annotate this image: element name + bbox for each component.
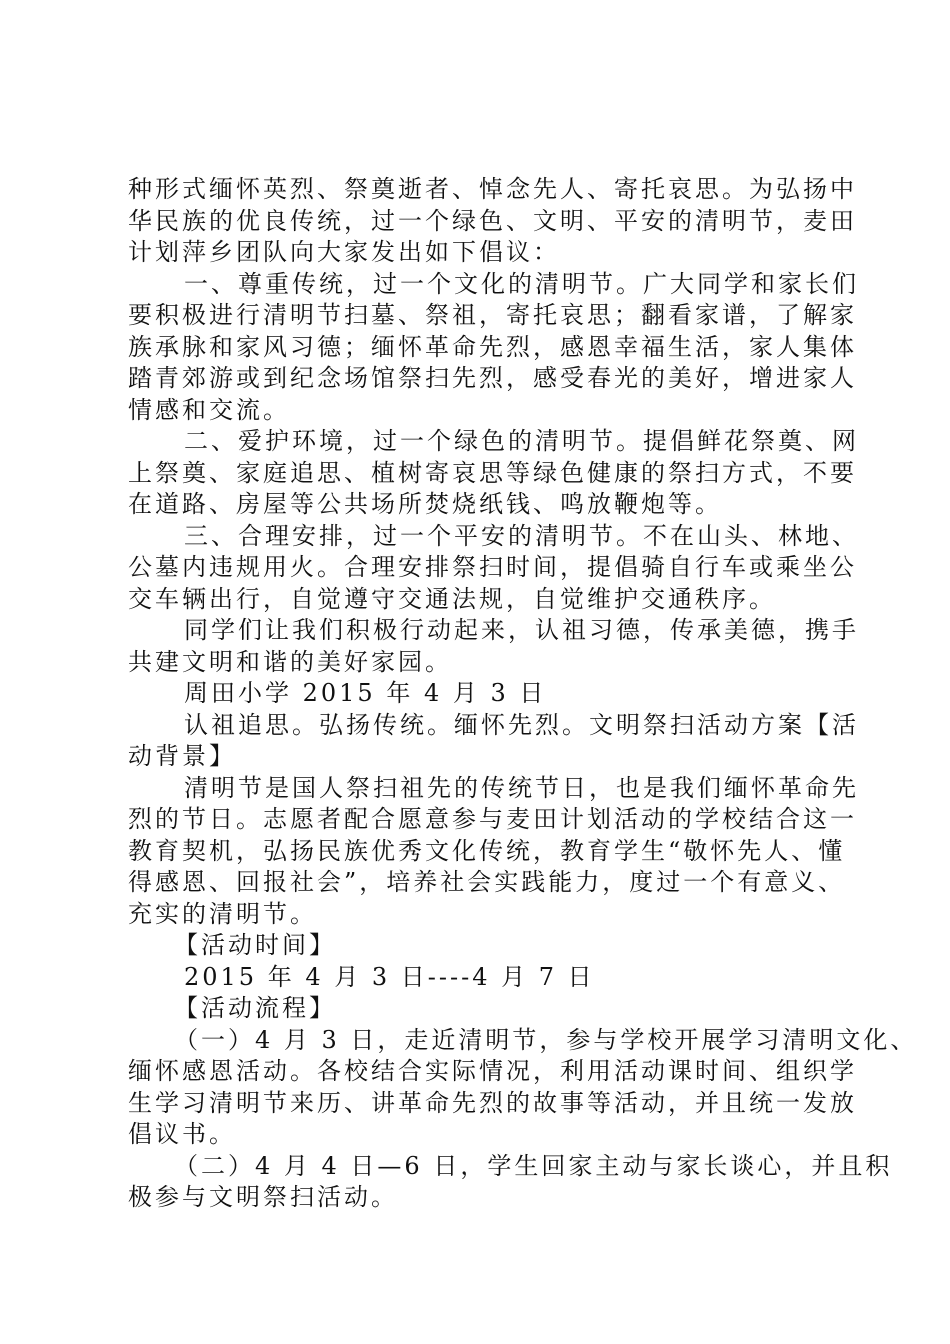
text-line: 生学习清明节来历、讲革命先烈的故事等活动，并且统一发放 [128,1088,857,1117]
text-line: 情感和交流。 [128,395,290,424]
text-line: 周田小学 2015 年 4 月 3 日 [184,679,547,707]
text-line: 得感恩、回报社会”，培养社会实践能力，度过一个有意义、 [128,868,846,896]
text-line: 极参与文明祭扫活动。 [128,1183,398,1211]
text-line: 认祖追思。弘扬传统。缅怀先烈。文明祭扫活动方案【活 [184,710,859,739]
text-line: 2015 年 4 月 3 日----4 月 7 日 [184,962,595,991]
text-line: 一、尊重传统，过一个文化的清明节。广大同学和家长们 [184,269,859,298]
text-line: 种形式缅怀英烈、祭奠逝者、悼念先人、寄托哀思。为弘扬中 [128,175,857,203]
text-line: 华民族的优良传统，过一个绿色、文明、平安的清明节，麦田 [128,206,857,235]
text-line: 踏青郊游或到纪念场馆祭扫先烈，感受春光的美好，增进家人 [128,364,857,392]
text-line: 教育契机，弘扬民族优秀文化传统，教育学生“敬怀先人、懂 [128,836,846,865]
text-line: 充实的清明节。 [128,899,317,928]
text-line: 烈的节日。志愿者配合愿意参与麦田计划活动的学校结合这一 [128,805,857,833]
text-line: 计划萍乡团队向大家发出如下倡议： [128,238,560,266]
text-line: 清明节是国人祭扫祖先的传统节日，也是我们缅怀革命先 [184,773,859,802]
text-line: 二、爱护环境，过一个绿色的清明节。提倡鲜花祭奠、网 [184,427,859,455]
text-line: 要积极进行清明节扫墓、祭祖，寄托哀思；翻看家谱，了解家 [128,301,857,329]
text-line: 共建文明和谐的美好家园。 [128,647,452,676]
text-line: （一）4 月 3 日，走近清明节，参与学校开展学习清明文化、 [174,1025,918,1054]
text-line: 倡议书。 [128,1120,236,1148]
text-line: 【活动流程】 [174,994,336,1022]
text-line: （二）4 月 4 日—6 日，学生回家主动与家长谈心，并且积 [174,1151,893,1180]
text-line: 缅怀感恩活动。各校结合实际情况，利用活动课时间、组织学 [128,1057,857,1085]
text-line: 同学们让我们积极行动起来，认祖习德，传承美德，携手 [184,616,859,644]
text-line: 上祭奠、家庭追思、植树寄哀思等绿色健康的祭扫方式，不要 [128,458,857,487]
text-line: 三、合理安排，过一个平安的清明节。不在山头、林地、 [184,521,859,550]
text-line: 【活动时间】 [174,931,336,959]
text-line: 在道路、房屋等公共场所焚烧纸钱、鸣放鞭炮等。 [128,490,722,518]
text-line: 公墓内违规用火。合理安排祭扫时间，提倡骑自行车或乘坐公 [128,553,857,581]
document-body [128,174,918,1214]
text-line: 交车辆出行，自觉遵守交通法规，自觉维护交通秩序。 [128,584,776,613]
text-line: 族承脉和家风习德；缅怀革命先烈，感恩幸福生活，家人集体 [128,332,857,361]
text-line: 动背景】 [128,742,236,770]
